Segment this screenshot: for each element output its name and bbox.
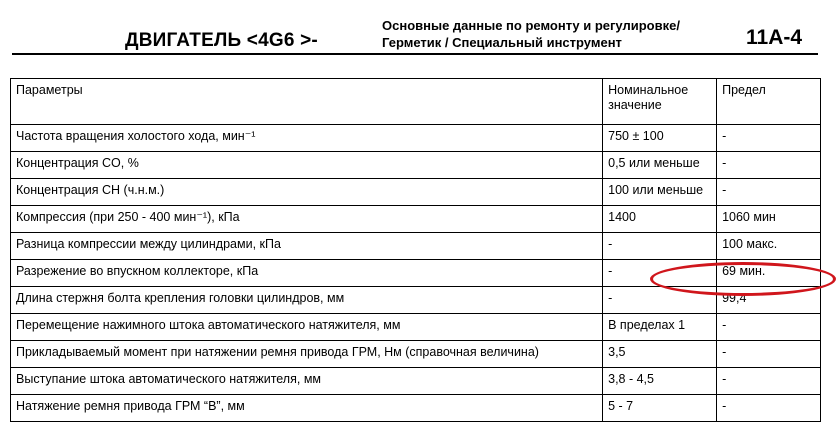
header-limit: Предел	[717, 79, 821, 125]
param-cell: Натяжение ремня привода ГРМ “B”, мм	[11, 395, 603, 422]
limit-cell: -	[717, 125, 821, 152]
nominal-cell: 3,8 - 4,5	[603, 368, 717, 395]
limit-cell: -	[717, 368, 821, 395]
limit-cell: 99,4	[717, 287, 821, 314]
nominal-cell: 3,5	[603, 341, 717, 368]
param-cell: Разница компрессии между цилиндрами, кПа	[11, 233, 603, 260]
nominal-cell: 750 ± 100	[603, 125, 717, 152]
table-row	[11, 260, 821, 287]
nominal-cell: -	[603, 260, 717, 287]
param-cell: Частота вращения холостого хода, мин⁻¹	[11, 125, 603, 152]
table-header-row	[11, 79, 821, 125]
table-row	[11, 314, 821, 341]
header-rule	[12, 53, 818, 55]
limit-cell: 100 макс.	[717, 233, 821, 260]
table-row	[11, 233, 821, 260]
nominal-cell: 1400	[603, 206, 717, 233]
table-row	[11, 341, 821, 368]
nominal-cell: 5 - 7	[603, 395, 717, 422]
nominal-cell: -	[603, 233, 717, 260]
param-cell: Прикладываемый момент при натяжении ремня привода ГРМ, Нм (справочная величина)	[11, 341, 603, 368]
header-nominal-line1: Номинальное	[608, 83, 689, 97]
spec-table	[10, 78, 821, 422]
header-param: Параметры	[11, 79, 603, 125]
nominal-cell: -	[603, 287, 717, 314]
param-cell: Длина стержня болта крепления головки цилиндров, мм	[11, 287, 603, 314]
table-row	[11, 395, 821, 422]
table-row	[11, 206, 821, 233]
section-title	[382, 17, 680, 51]
table-row	[11, 368, 821, 395]
param-cell: Концентрация CO, %	[11, 152, 603, 179]
limit-cell: -	[717, 152, 821, 179]
param-cell: Разрежение во впускном коллекторе, кПа	[11, 260, 603, 287]
nominal-cell: В пределах 1	[603, 314, 717, 341]
nominal-cell: 100 или меньше	[603, 179, 717, 206]
param-cell: Выступание штока автоматического натяжителя, мм	[11, 368, 603, 395]
limit-cell: 69 мин.	[717, 260, 821, 287]
section-title-line2: Герметик / Специальный инструмент	[382, 35, 622, 50]
param-cell: Концентрация CH (ч.н.м.)	[11, 179, 603, 206]
limit-cell: -	[717, 341, 821, 368]
table-row	[11, 179, 821, 206]
nominal-cell: 0,5 или меньше	[603, 152, 717, 179]
table-row	[11, 152, 821, 179]
engine-title: ДВИГАТЕЛЬ <4G6 >-	[125, 30, 318, 51]
limit-cell: -	[717, 395, 821, 422]
limit-cell: 1060 мин	[717, 206, 821, 233]
section-title-line1: Основные данные по ремонту и регулировке/	[382, 18, 680, 33]
header-nominal	[603, 79, 717, 125]
param-cell: Перемещение нажимного штока автоматического натяжителя, мм	[11, 314, 603, 341]
page-code: 11A-4	[746, 26, 803, 49]
table-row	[11, 125, 821, 152]
header-nominal-line2: значение	[608, 98, 662, 112]
table-row	[11, 287, 821, 314]
limit-cell: -	[717, 179, 821, 206]
param-cell: Компрессия (при 250 - 400 мин⁻¹), кПа	[11, 206, 603, 233]
limit-cell: -	[717, 314, 821, 341]
